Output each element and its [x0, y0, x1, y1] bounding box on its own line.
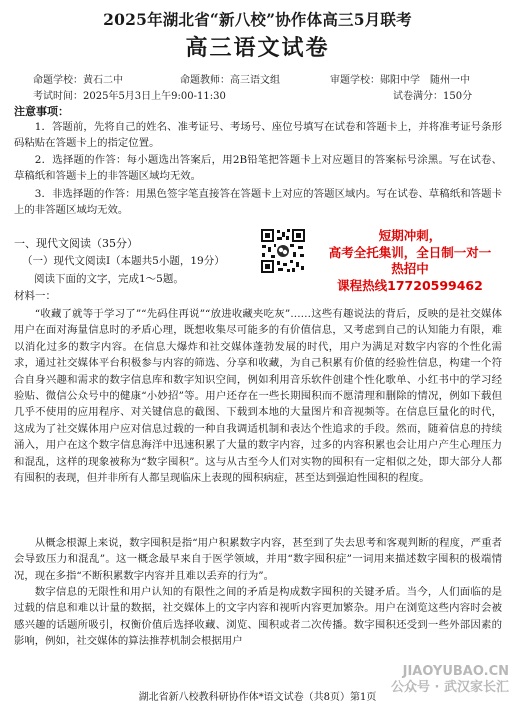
- notice-heading: 注意事项：: [14, 105, 69, 118]
- notice-item-3: 3．非选择题的作答：用黑色签字笔直接答在答题卡上对应的答题区域内。写在试卷、草稿纸和答题卡上的非答题区域均无效。: [14, 188, 502, 217]
- proposer-school: 命题学校：黄石二中: [33, 75, 123, 86]
- section-subheading: （一）现代文阅读Ⅰ（本题共5小题，19分）: [22, 255, 225, 267]
- paragraph-3: 数字信息的无限性和用户认知的有限性之间的矛盾是构成数字囤积的关键矛盾。当今，人们面临的是过载的信息和难以计量的数据，社交媒体上的文字内容和视听内容更加繁杂。用户在浏览这些内容时会被感兴趣的话题所吸引，权衡价值后选择收藏、浏览、囤积或者二次传播。数字囤积还受到一些外部因素的影响，例如，社交媒体的算法推荐机制会根据用户: [14, 586, 502, 648]
- paragraph-1: “收藏了就等于学习了”“先码住再说”“放进收藏夹吃灰”……这些有趣说法的背后，反映的是社交媒体用户在面对海量信息时的矛盾心理，既想收集尽可能多的有价值信息，又考虑到自己的认知能力有限，难以消化过多的数字内容。在信息大爆炸和社交媒体蓬勃发展的时代，用户为满足对数字内容的个性化需求，通过社交媒体平台积极参与内容的筛选、分享和收藏，为自己积累有价值的经验性信息，构建一个符合自身兴趣和需求的数字信息库和数字知识空间，例如利用音乐软件创建个性化歌单、小红书中的学习经验贴、微信公众号中的健康“小妙招”等。用户还存在一些长期囤积而不愿清理和删除的情况，例如下载但几乎不使用的应用程序、对关键信息的截图、下载到本地的大量图片和音视频等。在信息巨量化的时代，这成为了社交媒体用户应对信息过载的一种自我调适机制和表达个性追求的手段。然而，随着信息的持续涌入，用户在这个数字信息海洋中迅速积累了大量的数字内容，过多的内容积累也会让用户产生心理压力和混乱，这样的现象被称为“数字囤积”。这与从古至今人们对实物的囤积有一定相似之处，即大部分人都有囤积的表现，但并非所有人都呈现临床上表现的囤积病症，甚至达到强迫性囤积的程度。: [14, 308, 502, 485]
- proposer-teacher: 命题教师：高三语文组: [180, 75, 280, 86]
- material-label: 材料一：: [14, 290, 56, 302]
- reading-instruction: 阅读下面的文字，完成1～5题。: [34, 273, 184, 285]
- promo-line-4: 课程热线17720599462: [337, 277, 483, 293]
- full-score: 试卷满分：150分: [393, 91, 473, 102]
- promo-line-2: 高考全托集训，全日制一对一: [328, 244, 492, 260]
- section-heading: 一、现代文阅读（35分）: [14, 237, 138, 250]
- promo-banner: [318, 228, 502, 294]
- promo-line-3: 热招中: [391, 261, 429, 277]
- notice-item-2: 2．选择题的作答：每小题选出答案后，用2B铅笔把答题卡上对应题目的答案标号涂黑。写在试卷、草稿纸和答题卡上的非答题区域均无效。: [14, 154, 502, 183]
- watermark-line-1: JIAOYUBAO.CN: [402, 664, 509, 679]
- page-footer: 湖北省新八校教科研协作体*语文试卷（共8页）第1页: [138, 692, 377, 703]
- notice-item-1: 1．答题前，先将自己的姓名、准考证号、考场号、座位号填写在试卷和答题卡上，并将准考证号条形码粘贴在答题卡上的指定位置。: [14, 121, 502, 150]
- exam-time: 考试时间：2025年5月3日上午9:00-11:30: [33, 91, 226, 102]
- exam-title: 2025年湖北省“新八校”协作体高三5月联考: [103, 10, 412, 29]
- qr-code-image: [260, 228, 306, 274]
- paragraph-2: 从概念根源上来说，数字囤积是指“用户积累数字内容，甚至到了失去思考和客观判断的程度，严重者会导致压力和混乱”。这一概念最早来自于医学领域，并用“数字囤积症”一词用来描述数字囤积的极端情况，现在多指“不断积累数字内容并且难以丢弃的行为”。: [14, 537, 502, 582]
- promo-line-1: 短期冲刺，: [378, 228, 442, 243]
- watermark-line-2: 公众号 · 武汉家长汇: [391, 680, 509, 695]
- subject-title: 高三语文试卷: [185, 35, 330, 61]
- reviewer-school: 审题学校：郧阳中学 随州一中: [330, 75, 470, 86]
